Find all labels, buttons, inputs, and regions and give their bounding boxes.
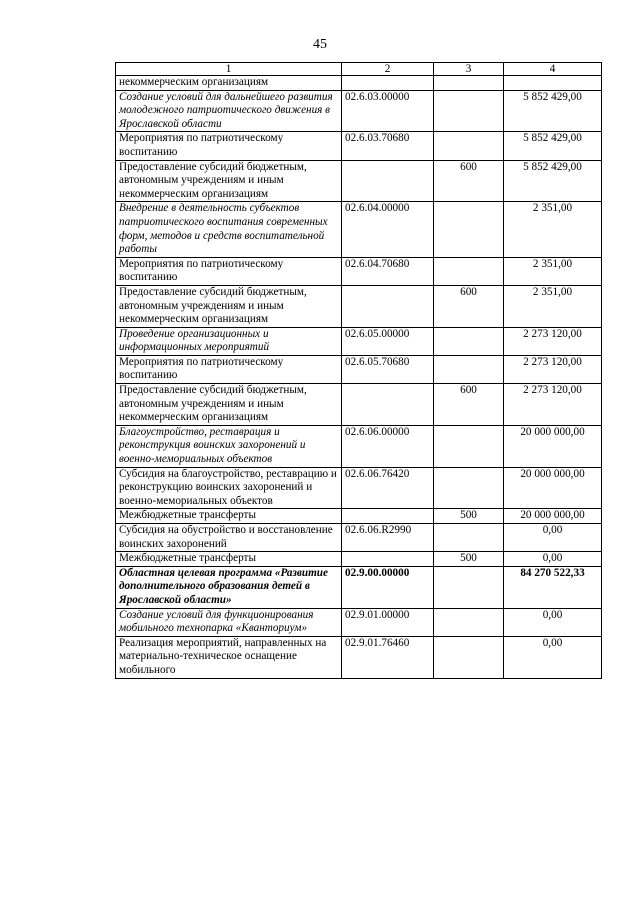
table-row [116, 76, 602, 91]
row-type [434, 608, 504, 636]
row-code: 02.6.05.00000 [342, 327, 434, 355]
table-row [116, 552, 602, 567]
row-name: Мероприятия по патриотическому воспитанию [116, 257, 342, 285]
row-code: 02.6.04.00000 [342, 202, 434, 257]
row-type [434, 636, 504, 678]
row-amount: 2 351,00 [504, 202, 602, 257]
row-amount: 2 273 120,00 [504, 355, 602, 383]
row-code: 02.6.06.76420 [342, 467, 434, 509]
row-type [434, 425, 504, 467]
table-row [116, 509, 602, 524]
row-name: Предоставление субсидий бюджетным, автономным учреждениям и иным некоммерческим организациям [116, 384, 342, 426]
row-code: 02.6.03.00000 [342, 90, 434, 132]
row-code: 02.9.00.00000 [342, 566, 434, 608]
row-type [434, 467, 504, 509]
table-row [116, 636, 602, 678]
row-amount: 2 273 120,00 [504, 384, 602, 426]
row-code: 02.9.01.00000 [342, 608, 434, 636]
table-row [116, 355, 602, 383]
row-name: Внедрение в деятельность субъектов патриотического воспитания современных форм, методов и средств воспитательной работы [116, 202, 342, 257]
table-row [116, 566, 602, 608]
row-amount: 0,00 [504, 608, 602, 636]
row-code: 02.9.01.76460 [342, 636, 434, 678]
row-amount: 5 852 429,00 [504, 90, 602, 132]
row-code: 02.6.04.70680 [342, 257, 434, 285]
row-amount: 0,00 [504, 552, 602, 567]
table-row [116, 608, 602, 636]
row-code [342, 384, 434, 426]
row-amount: 5 852 429,00 [504, 160, 602, 202]
row-name: Областная целевая программа «Развитие дополнительного образования детей в Ярославской области» [116, 566, 342, 608]
row-amount: 20 000 000,00 [504, 467, 602, 509]
table-row [116, 524, 602, 552]
row-type [434, 76, 504, 91]
table-row [116, 327, 602, 355]
page-number: 45 [313, 37, 327, 52]
row-type [434, 132, 504, 160]
row-type: 600 [434, 285, 504, 327]
row-type [434, 90, 504, 132]
row-code [342, 160, 434, 202]
row-amount: 0,00 [504, 636, 602, 678]
row-name: Реализация мероприятий, направленных на материально-техническое оснащение мобильного [116, 636, 342, 678]
row-name: Субсидия на благоустройство, реставрацию и реконструкцию воинских захоронений и военно-мемориальных объектов [116, 467, 342, 509]
header-col-1: 1 [116, 63, 342, 76]
row-name: Предоставление субсидий бюджетным, автономным учреждениям и иным некоммерческим организациям [116, 160, 342, 202]
header-col-2: 2 [342, 63, 434, 76]
row-code [342, 509, 434, 524]
row-type [434, 355, 504, 383]
row-code: 02.6.06.R2990 [342, 524, 434, 552]
row-code: 02.6.05.70680 [342, 355, 434, 383]
row-name: некоммерческим организациям [116, 76, 342, 91]
table-row [116, 384, 602, 426]
row-type [434, 202, 504, 257]
row-type [434, 566, 504, 608]
row-name: Мероприятия по патриотическому воспитанию [116, 132, 342, 160]
row-name: Предоставление субсидий бюджетным, автономным учреждениям и иным некоммерческим организациям [116, 285, 342, 327]
row-amount: 5 852 429,00 [504, 132, 602, 160]
row-amount: 2 351,00 [504, 285, 602, 327]
table-row [116, 132, 602, 160]
row-amount: 20 000 000,00 [504, 509, 602, 524]
row-amount: 0,00 [504, 524, 602, 552]
table-row [116, 467, 602, 509]
row-name: Межбюджетные трансферты [116, 552, 342, 567]
table-row [116, 425, 602, 467]
row-code: 02.6.06.00000 [342, 425, 434, 467]
header-col-3: 3 [434, 63, 504, 76]
row-name: Создание условий для функционирования мобильного технопарка «Кванториум» [116, 608, 342, 636]
table-row [116, 160, 602, 202]
row-code: 02.6.03.70680 [342, 132, 434, 160]
row-amount: 2 351,00 [504, 257, 602, 285]
budget-table [115, 62, 602, 679]
row-type: 600 [434, 384, 504, 426]
header-col-4: 4 [504, 63, 602, 76]
header-row [116, 63, 602, 76]
row-name: Мероприятия по патриотическому воспитанию [116, 355, 342, 383]
row-type: 500 [434, 552, 504, 567]
row-name: Создание условий для дальнейшего развития молодежного патриотического движения в Ярославской области [116, 90, 342, 132]
row-name: Проведение организационных и информационных мероприятий [116, 327, 342, 355]
table-row [116, 202, 602, 257]
row-type: 500 [434, 509, 504, 524]
table-row [116, 285, 602, 327]
table-row [116, 90, 602, 132]
row-name: Субсидия на обустройство и восстановление воинских захоронений [116, 524, 342, 552]
row-amount [504, 76, 602, 91]
row-code [342, 552, 434, 567]
row-name: Благоустройство, реставрация и реконструкция воинских захоронений и военно-мемориальных объектов [116, 425, 342, 467]
row-code [342, 285, 434, 327]
table-row [116, 257, 602, 285]
row-type: 600 [434, 160, 504, 202]
row-type [434, 524, 504, 552]
row-amount: 20 000 000,00 [504, 425, 602, 467]
row-name: Межбюджетные трансферты [116, 509, 342, 524]
row-amount: 84 270 522,33 [504, 566, 602, 608]
row-type [434, 257, 504, 285]
row-type [434, 327, 504, 355]
row-code [342, 76, 434, 91]
row-amount: 2 273 120,00 [504, 327, 602, 355]
